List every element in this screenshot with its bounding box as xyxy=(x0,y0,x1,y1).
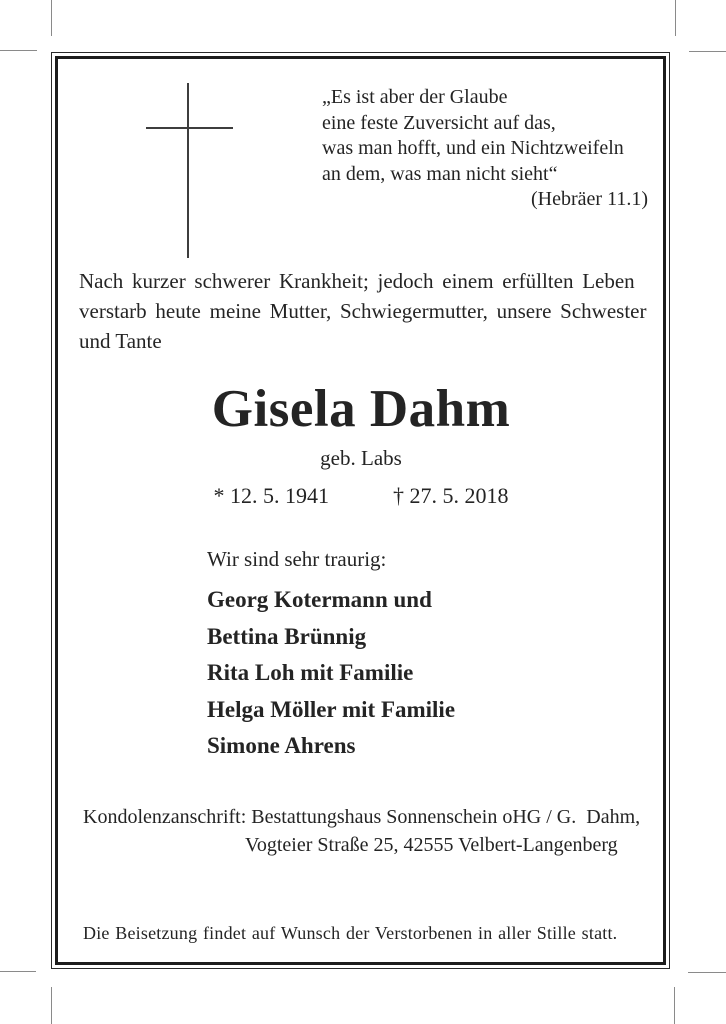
mourners-intro: Wir sind sehr traurig: xyxy=(207,547,387,571)
mourners-block xyxy=(207,546,455,765)
deceased-name: Gisela Dahm xyxy=(211,380,511,438)
mourner-names-list xyxy=(207,582,455,765)
crop-mark-top-right-h xyxy=(689,51,726,52)
crop-mark-bottom-right-v xyxy=(674,987,675,1024)
mourner-name: Helga Möller mit Familie xyxy=(207,696,456,722)
crop-mark-top-left-h xyxy=(0,50,37,51)
quote-line: was man hofft, und ein Nichtzweifeln xyxy=(322,137,624,159)
life-dates xyxy=(81,482,641,509)
mourner-name: Rita Loh mit Familie xyxy=(207,660,414,685)
crop-mark-top-right-v xyxy=(675,0,676,36)
mourner-name: Georg Kotermann und xyxy=(207,587,432,612)
quote-line: „Es ist aber der Glaube xyxy=(322,86,508,108)
bible-quote xyxy=(322,85,648,213)
birth-date: * 12. 5. 1941 xyxy=(213,483,329,508)
intro-line: verstarb heute meine Mutter, Schwiegermutter, unsere Schwester xyxy=(79,299,647,323)
mourner-name: Bettina Brünnig xyxy=(207,623,367,649)
crop-mark-bottom-left-v xyxy=(51,987,52,1024)
intro-line: Nach kurzer schwerer Krankheit; jedoch einem erfüllten Leben xyxy=(79,269,635,293)
quote-line: eine feste Zuversicht auf das, xyxy=(322,111,556,134)
mourner-name: Simone Ahrens xyxy=(207,733,356,758)
death-date: † 27. 5. 2018 xyxy=(393,483,509,508)
intro-line: und Tante xyxy=(79,329,162,353)
quote-line: an dem, was man nicht sieht“ xyxy=(322,162,558,185)
quote-source: (Hebräer 11.1) xyxy=(531,188,648,210)
crop-mark-bottom-left-h xyxy=(0,971,36,972)
cross-icon-horizontal-bar xyxy=(146,127,233,129)
maiden-name: geb. Labs xyxy=(320,446,402,470)
crop-mark-bottom-right-h xyxy=(688,972,726,973)
crop-mark-top-left-v xyxy=(51,0,52,36)
condolence-address-line-1: Kondolenzanschrift: Bestattungshaus Sonnenschein oHG / G. Dahm, xyxy=(83,806,641,828)
funeral-notice: Die Beisetzung findet auf Wunsch der Verstorbenen in aller Stille statt. xyxy=(83,923,618,943)
cross-icon-vertical-bar xyxy=(187,83,189,258)
intro-paragraph xyxy=(79,266,651,356)
deceased-block xyxy=(81,379,641,509)
condolence-address-line-2: Vogteier Straße 25, 42555 Velbert-Langenberg xyxy=(245,834,618,856)
